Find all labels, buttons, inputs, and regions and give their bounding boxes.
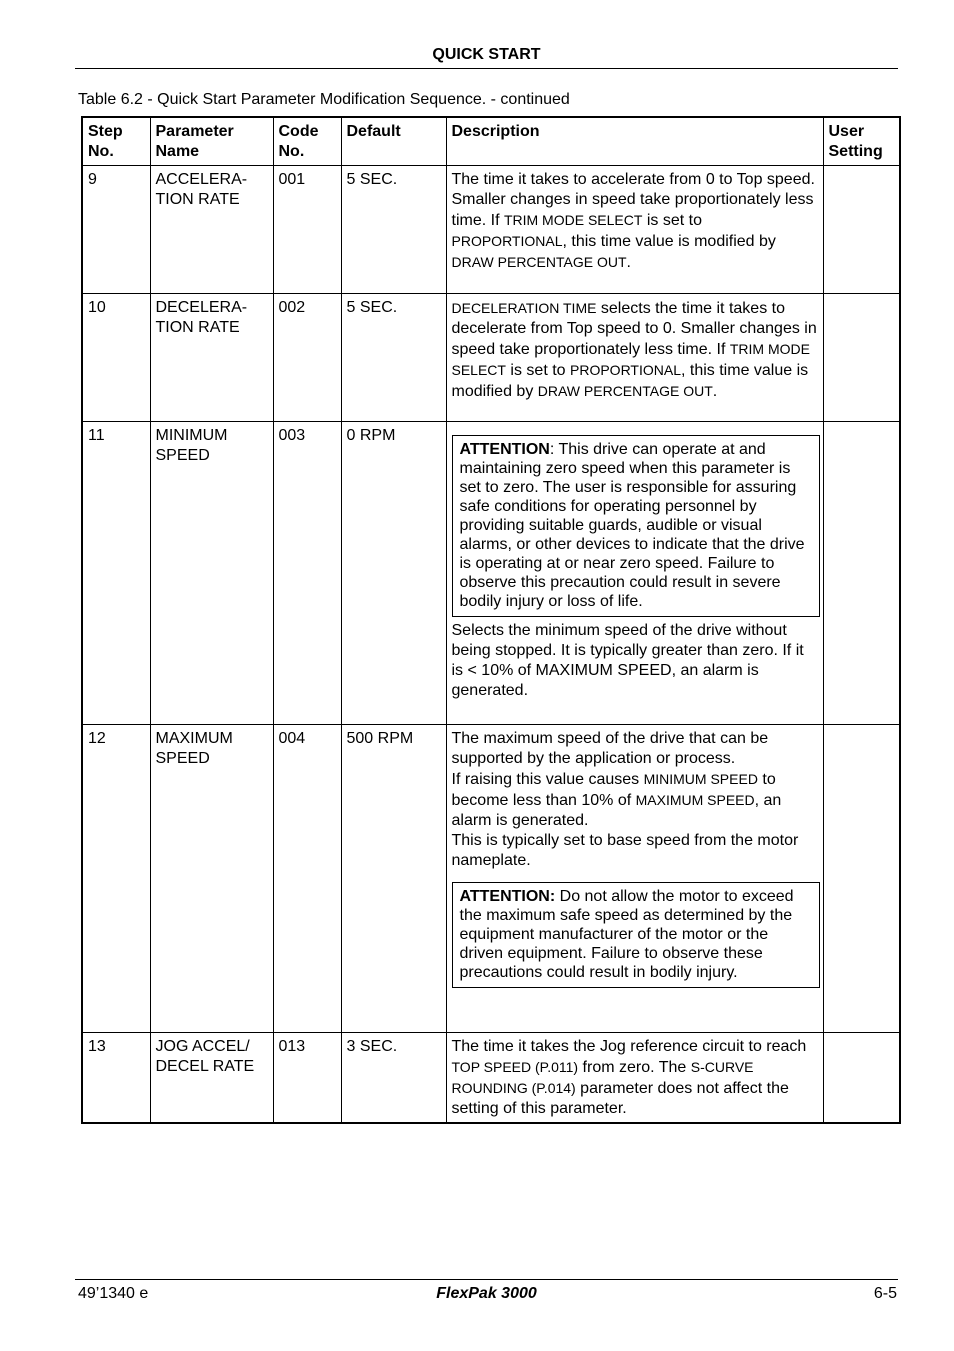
table-row	[82, 1033, 900, 1124]
parameter-name: ACCELERA- TION RATE	[150, 166, 273, 294]
step-no: 12	[82, 725, 150, 1033]
step-no: 9	[82, 166, 150, 294]
attention-text: Do not allow the motor to exceed the maximum safe speed as determined by the equipment manufacturer of the motor or the driven equipment. Failure to observe these precautions could result in bodily injury.	[459, 888, 794, 981]
attention-label: ATTENTION:	[459, 888, 556, 905]
table-row	[82, 294, 900, 422]
product-name: FlexPak 3000	[436, 1285, 537, 1302]
description-text: The maximum speed of the drive that can be supported by the application or process. If raising this value causes MINIMUM SPEED to become less than 10% of MAXIMUM SPEED, an alarm is generated. This is typically set to base speed from the motor nameplate.	[451, 730, 799, 869]
code-no: 002	[273, 294, 341, 422]
user-setting-cell	[823, 166, 900, 294]
default-value: 0 RPM	[341, 422, 446, 725]
default-value: 500 RPM	[341, 725, 446, 1033]
user-setting-cell	[823, 294, 900, 422]
user-setting-cell	[823, 422, 900, 725]
table-header-row	[82, 117, 900, 166]
user-setting-cell	[823, 725, 900, 1033]
header-code-no: Code No.	[273, 117, 341, 166]
header-default: Default	[341, 117, 446, 166]
footer-rule	[75, 1279, 898, 1280]
page-number: 6-5	[873, 1285, 897, 1302]
header-description: Description	[446, 117, 823, 166]
attention-box	[452, 435, 820, 617]
attention-text: : This drive can operate at and maintaining zero speed when this parameter is set to zero. The user is responsible for assuring safe conditions for operating personnel by providing suitable guards, audible or visual alarms, or other devices to indicate that the drive is operating at or near zero speed. Failure to observe this precaution could result in severe bodily injury or loss of life.	[459, 441, 805, 610]
code-no: 004	[273, 725, 341, 1033]
code-no: 013	[273, 1033, 341, 1124]
parameter-name: MAXIMUM SPEED	[150, 725, 273, 1033]
table-row	[82, 725, 900, 1033]
description: DECELERATION TIME selects the time it takes to decelerate from Top speed to 0. Smaller changes in speed take proportionately less time. If TRIM MODE SELECT is set to PROPORTIONAL, this time value is modified by DRAW PERCENTAGE OUT.	[446, 294, 823, 422]
default-value: 5 SEC.	[341, 294, 446, 422]
parameter-name: MINIMUM SPEED	[150, 422, 273, 725]
user-setting-cell	[823, 1033, 900, 1124]
step-no: 11	[82, 422, 150, 725]
code-no: 003	[273, 422, 341, 725]
attention-label: ATTENTION	[459, 441, 550, 458]
table-row	[82, 422, 900, 725]
description	[446, 422, 823, 725]
description-text: Selects the minimum speed of the drive without being stopped. It is typically greater than zero. If it is < 10% of MAXIMUM SPEED, an alarm is generated.	[451, 622, 804, 699]
parameter-table	[81, 116, 901, 1124]
table-caption: Table 6.2 - Quick Start Parameter Modification Sequence. - continued	[78, 91, 570, 108]
parameter-name: JOG ACCEL/ DECEL RATE	[150, 1033, 273, 1124]
header-parameter-name: Parameter Name	[150, 117, 273, 166]
header-rule	[75, 68, 898, 69]
description: The time it takes the Jog reference circuit to reach TOP SPEED (P.011) from zero. The S-CURVE ROUNDING (P.014) parameter does not affect the setting of this parameter.	[446, 1033, 823, 1124]
default-value: 3 SEC.	[341, 1033, 446, 1124]
description: The time it takes to accelerate from 0 to Top speed. Smaller changes in speed take proportionately less time. If TRIM MODE SELECT is set to PROPORTIONAL, this time value is modified by DRAW PERCENTAGE OUT.	[446, 166, 823, 294]
code-no: 001	[273, 166, 341, 294]
header-step-no: Step No.	[82, 117, 150, 166]
document-number: 49’1340 e	[78, 1285, 149, 1302]
header-user-setting: User Setting	[823, 117, 900, 166]
attention-box	[452, 882, 820, 988]
step-no: 10	[82, 294, 150, 422]
page-header-title: QUICK START	[432, 46, 541, 63]
default-value: 5 SEC.	[341, 166, 446, 294]
parameter-name: DECELERA- TION RATE	[150, 294, 273, 422]
description	[446, 725, 823, 1033]
table-row	[82, 166, 900, 294]
step-no: 13	[82, 1033, 150, 1124]
